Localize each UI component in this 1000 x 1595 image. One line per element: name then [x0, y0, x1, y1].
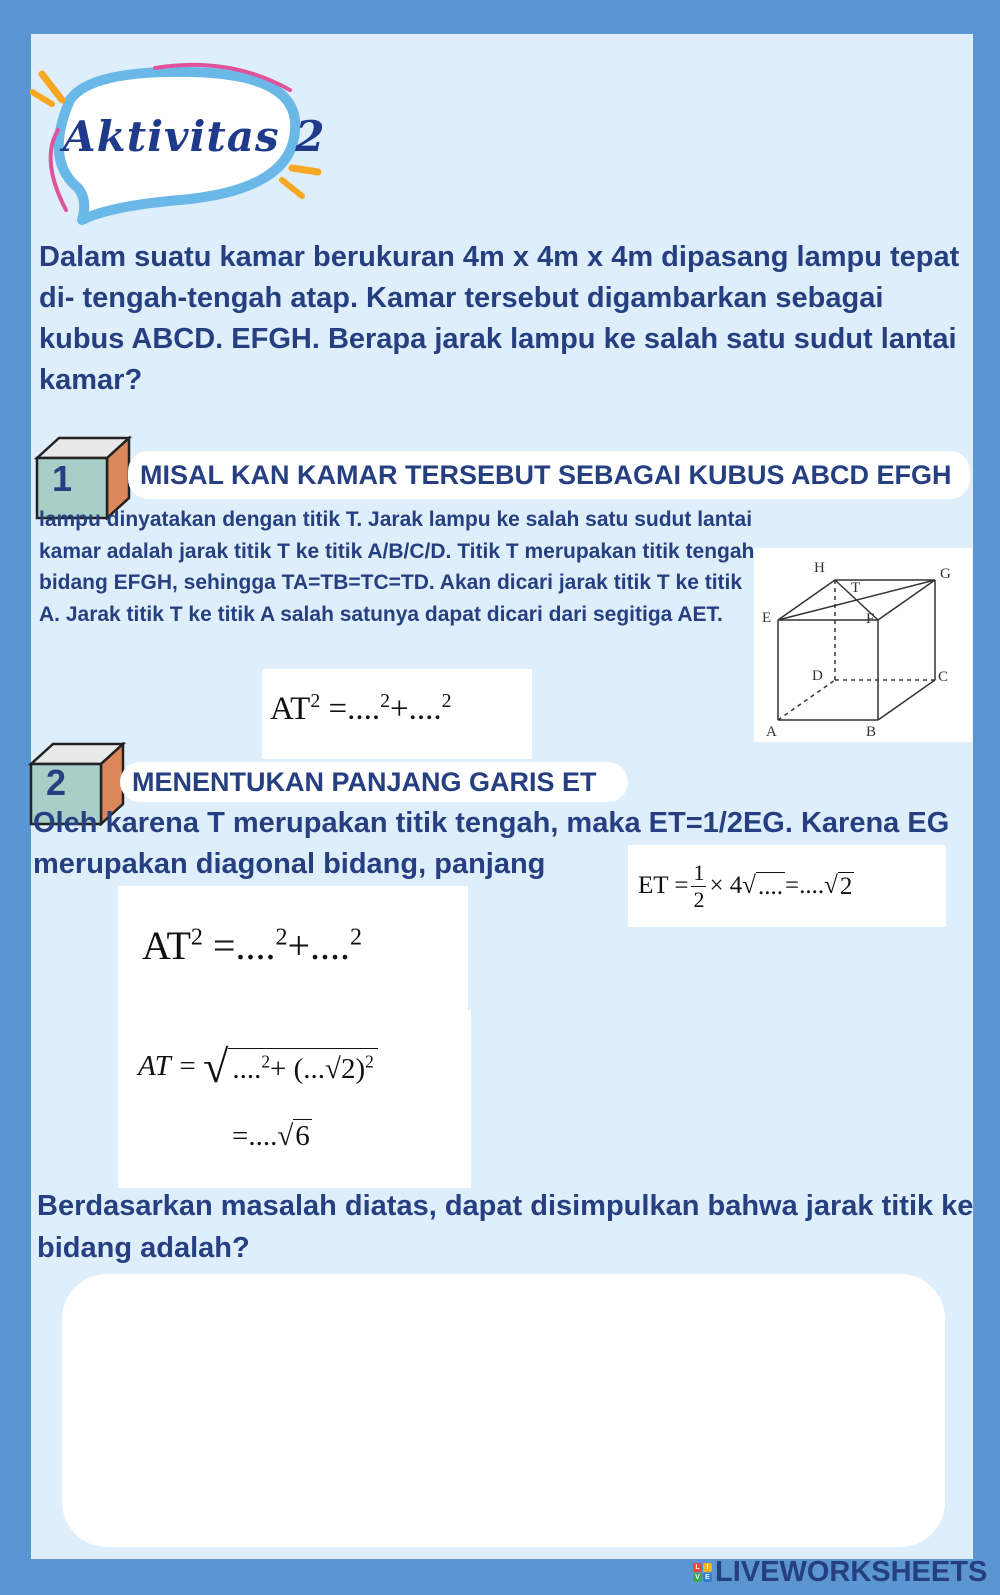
root-exp: 2	[261, 1050, 271, 1071]
root-plus: + (	[270, 1052, 304, 1085]
formula-blank-2: ....	[408, 691, 442, 727]
fraction-half	[691, 859, 706, 912]
liveworksheets-logo-icon	[693, 1563, 712, 1582]
formula-plus: +	[390, 691, 409, 727]
formula-exp: 2	[441, 690, 452, 712]
liveworksheets-wordmark: LIVEWORKSHEETS	[715, 1555, 988, 1588]
formula-exp: 2	[380, 690, 390, 712]
logo-letter: V	[693, 1573, 702, 1582]
vertex-label-t: T	[851, 580, 861, 596]
formula-blank-1: ....	[235, 923, 276, 968]
answer-input[interactable]	[62, 1274, 945, 1547]
formula-blank-2: ....	[310, 923, 351, 968]
formula-result	[232, 1120, 312, 1153]
formula-blank-1: ....	[347, 691, 381, 727]
vertex-label-f: F	[866, 611, 875, 627]
result-eq: =....	[232, 1120, 278, 1152]
vertex-label-a: A	[766, 724, 777, 740]
formula-exp: 2	[190, 924, 203, 951]
step-2-body: Oleh karena T merupakan titik tengah, maka ET=1/2EG. Karena EG merupakan diagonal bidang, panjang	[33, 807, 950, 880]
conclusion-question: Berdasarkan masalah diatas, dapat disimpulkan bahwa jarak titik ke bidang adalah?	[37, 1190, 974, 1264]
vertex-label-h: H	[814, 560, 825, 576]
big-radical-sign: √	[203, 1041, 229, 1092]
et-lhs: ET =	[638, 872, 689, 899]
radicand	[228, 1048, 378, 1086]
formula-plus: +	[287, 923, 311, 968]
et-formula-box	[628, 845, 946, 927]
result-root: √	[277, 1120, 294, 1152]
formula-exp: 2	[310, 690, 321, 712]
root-close: )	[355, 1052, 366, 1085]
logo-letter: L	[693, 1563, 702, 1572]
fraction-numerator: 1	[693, 859, 705, 885]
formula-lhs: AT	[142, 923, 191, 968]
formula-box-1	[262, 669, 532, 759]
vertex-label-b: B	[866, 724, 877, 740]
result-radicand: 6	[295, 1120, 310, 1152]
et-formula	[638, 853, 854, 919]
logo-letter: I	[703, 1563, 712, 1572]
root-exp-2: 2	[365, 1050, 374, 1071]
et-blank: ....	[758, 872, 784, 900]
root-lhs: AT =	[138, 1050, 198, 1082]
formula-lhs: AT	[270, 691, 311, 727]
fraction-denominator: 2	[693, 886, 705, 912]
step-1-number: 1	[51, 458, 73, 499]
formula-eq: =	[320, 691, 348, 727]
cube-abcd-efgh-diagram	[754, 548, 972, 742]
formula-exp: 2	[350, 924, 363, 951]
formula-at-root	[138, 1040, 378, 1093]
logo-letter: E	[703, 1573, 712, 1582]
step-2-heading: MENENTUKAN PANJANG GARIS ET	[120, 762, 628, 802]
step-1-heading: MISAL KAN KAMAR TERSEBUT SEBAGAI KUBUS ABCD EFGH	[128, 451, 970, 499]
formula-at-squared	[270, 691, 452, 728]
root-blank: ....	[232, 1052, 262, 1085]
root-inner: ...√2	[303, 1052, 356, 1085]
step-1-body: lampu dinyatakan dengan titik T. Jarak lampu ke salah satu sudut lantai kamar adalah jarak titik T ke titik A/B/C/D. Titik T merupakan titik tengah bidang EFGH, sehingga TA=TB=TC=TD. Akan dicari jarak titik T ke titik A. Jarak titik T ke titik A salah satunya dapat dicari dari segitiga AET.	[39, 508, 755, 626]
formula-at-squared-2	[142, 922, 362, 969]
formula-box-3	[118, 1010, 471, 1188]
step-2-number: 2	[45, 762, 67, 803]
et-root: √	[824, 872, 838, 899]
liveworksheets-brand	[693, 1556, 993, 1588]
vertex-label-g: G	[940, 566, 951, 582]
formula-eq: =	[202, 923, 236, 968]
formula-exp: 2	[275, 924, 288, 951]
et-radicand: 2	[839, 872, 853, 900]
et-eq: =....	[785, 872, 825, 899]
formula-box-2	[118, 886, 468, 1010]
problem-statement: Dalam suatu kamar berukuran 4m x 4m x 4m dipasang lampu tepat di- tengah-tengah atap. Kamar tersebut digambarkan sebagai kubus ABCD. EFGH. Berapa jarak lampu ke salah satu sudut lantai kamar?	[39, 241, 960, 396]
vertex-label-c: C	[938, 669, 949, 685]
activity-title: Aktivitas 2	[63, 112, 326, 161]
vertex-label-d: D	[812, 668, 823, 684]
et-times: × 4√	[709, 872, 757, 899]
vertex-label-e: E	[762, 610, 772, 626]
